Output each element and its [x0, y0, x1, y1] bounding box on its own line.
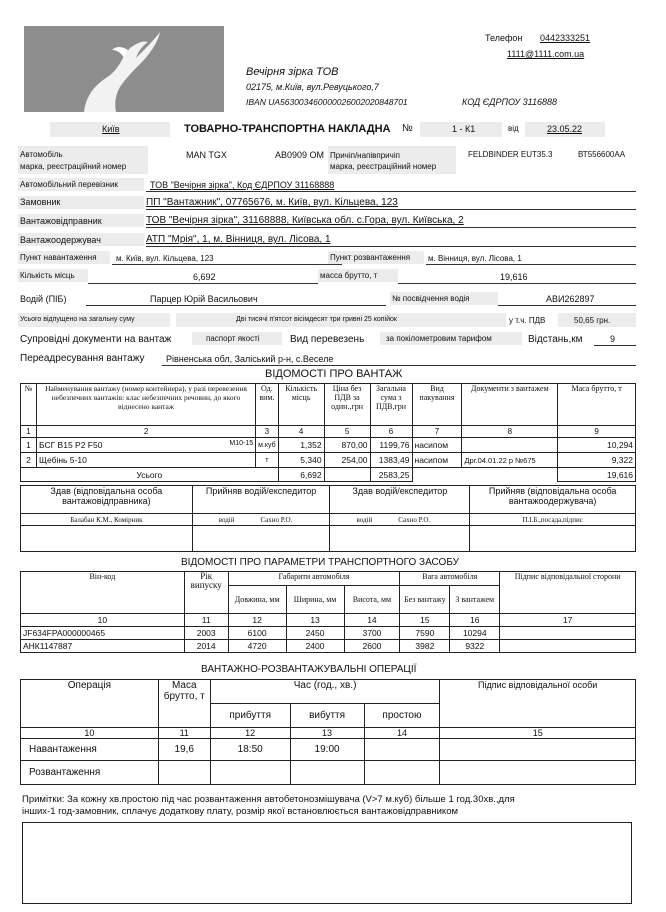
customer-label: Замовник: [20, 197, 61, 207]
carrier-value: ТОВ "Вечірня зірка", Код ЄДРПОУ 31168888: [150, 180, 335, 190]
cell: 1,352: [278, 438, 324, 453]
ops-header: простою: [364, 704, 440, 728]
cell: 1383,49: [370, 453, 412, 468]
cell: т: [256, 453, 279, 468]
transport-label: Вид перевезень: [290, 334, 365, 345]
vat-label: у т.ч. ПДВ: [509, 316, 546, 325]
cargo-header: Кількість місць: [278, 384, 324, 426]
handover-value: П.І.Б.,посада,підпис: [470, 514, 636, 526]
cell: 1: [21, 438, 37, 453]
cell: 2: [21, 453, 37, 468]
gross-label: масса брутто, т: [320, 271, 378, 280]
carrier-label: Автомобільний перевізник: [20, 180, 118, 189]
cell: [462, 438, 558, 453]
ops-header: прибуття: [210, 704, 290, 728]
cell: 18:50: [210, 739, 290, 761]
cell: 19:00: [290, 739, 364, 761]
ops-colnum: 10: [21, 728, 159, 739]
handover-header: Прийняв водій/експедитор: [192, 486, 330, 514]
cell: 3982: [400, 640, 450, 653]
table-row: [21, 438, 636, 453]
vp-colnum: 12: [228, 614, 286, 627]
handover-value: Сахно Р.О.: [260, 515, 293, 524]
cell: 3700: [344, 627, 400, 640]
cell: 2450: [286, 627, 344, 640]
city: Київ: [102, 124, 120, 134]
vp-header: Довжина, мм: [228, 586, 286, 614]
table-row: [21, 739, 636, 761]
vp-header: Ширина, мм: [286, 586, 344, 614]
shipper-label: Вантажовідправник: [20, 216, 102, 226]
table-row: [21, 627, 636, 640]
handover-value: водій: [218, 515, 235, 524]
doc-title: ТОВАРНО-ТРАНСПОРТНА НАКЛАДНА: [184, 123, 391, 135]
cell: 2600: [344, 640, 400, 653]
cell: [210, 761, 290, 785]
trailer-sublabel: марка, реєстраційний номер: [330, 162, 437, 171]
ops-colnum: 12: [210, 728, 290, 739]
vp-colnum: 14: [344, 614, 400, 627]
cell: 10294: [450, 627, 500, 640]
cargo-table: [20, 383, 636, 482]
cell: Розвантаження: [21, 761, 159, 785]
cargo-colnum: 3: [256, 426, 279, 438]
cargo-name: БСГ В15 Р2 F50: [38, 440, 103, 450]
cargo-header: №: [21, 384, 37, 426]
driver-label: Водій (ПІБ): [20, 294, 67, 304]
ops-title: ВАНТАЖНО-РОЗВАНТАЖУВАЛЬНІ ОПЕРАЦІЇ: [201, 664, 417, 675]
vp-header: Вага автомобіля: [400, 572, 500, 586]
company-edrpou: КОД ЄДРПОУ 3116888: [462, 97, 557, 107]
ops-table: [20, 679, 636, 785]
cell: Дрг.04.01.22 р №675: [462, 453, 558, 468]
cell: насипом: [412, 438, 462, 453]
gross-value: 19,616: [500, 272, 528, 282]
cargo-header: Найменування вантажу (номер контейнера), у разі перевезення небезпечних вантажів: клас небезпечних речовин, до якого віднесено вантаж: [36, 384, 255, 426]
handover-value: Сахно Р.О.: [398, 515, 431, 524]
customer-value: ПП "Вантажник", 07765676, м. Київ, вул. Кільцева, 123: [146, 197, 398, 208]
table-row: [21, 761, 636, 785]
unload-point-label: Пункт розвантаження: [330, 253, 411, 262]
trailer-reg: ВТ556600АА: [578, 150, 626, 159]
company-logo: [24, 26, 224, 112]
doc-number: 1 - К1: [452, 124, 476, 134]
handover-value: Балабан К.М., Комірник: [21, 514, 193, 526]
load-point-value: м. Київ, вул. Кільцева, 123: [116, 254, 214, 263]
trailer-label: Причіп/напівпричіп: [330, 151, 400, 160]
email-link[interactable]: 1111@1111.com.ua: [507, 49, 585, 59]
vehicle-params-title: ВІДОМОСТІ ПРО ПАРАМЕТРИ ТРАНСПОРТНОГО ЗАСОБУ: [181, 557, 460, 568]
cargo-total-mass: 19,616: [558, 468, 636, 482]
cargo-header: Вид пакування: [412, 384, 462, 426]
cargo-section-title: ВІДОМОСТІ ПРО ВАНТАЖ: [265, 368, 403, 380]
ops-header: Операція: [21, 680, 159, 728]
cell: 9322: [450, 640, 500, 653]
cell: АНК1147887: [21, 640, 185, 653]
driver-name: Парцер Юрій Васильович: [150, 294, 258, 304]
cargo-colnum: 7: [412, 426, 462, 438]
cargo-colnum: 9: [558, 426, 636, 438]
cargo-name: Щебінь 5-10: [38, 455, 87, 465]
vehicle-label: Автомобіль: [20, 150, 63, 159]
vp-header: Він-код: [21, 572, 185, 614]
cargo-colnum: 6: [370, 426, 412, 438]
cell: 870,00: [324, 438, 370, 453]
distance-label: Відстань,км: [528, 334, 583, 345]
cell: 9,322: [558, 453, 636, 468]
places-value: 6,692: [193, 272, 216, 282]
vp-header: Підпис відповідальної сторони: [500, 572, 636, 614]
notes-line-2: інших-1 год-замовник, сплачує додаткову плату, розмір якої встановлюється вантажовідправником: [22, 806, 459, 817]
handover-table: [20, 485, 636, 552]
handover-header: Здав водій/експедитор: [330, 486, 470, 514]
cargo-colnum: 5: [324, 426, 370, 438]
cell: насипом: [412, 453, 462, 468]
notes-box[interactable]: [22, 822, 632, 904]
phone-value: 0442333251: [540, 33, 591, 43]
handover-value: водій: [356, 515, 373, 524]
handover-header: Здав (відповідальна особа вантажовідправника): [21, 486, 193, 514]
notes-line-1: Примітки: За кожну хв.простою під час розвантаження автобетонозмішувача (V>7 м.куб) більше 1 год.30хв.,для: [22, 794, 515, 805]
total-words: Дві тисячі п'ятсот вісімдесят три гривні 25 копійок: [236, 316, 397, 323]
vehicle-reg: АВ0909 ОМ: [275, 150, 325, 160]
cell: м.куб: [256, 438, 279, 453]
consignee-value: АТП "Мрія", 1, м. Вінниця, вул. Лісова, 1: [146, 234, 331, 245]
cell: 4720: [228, 640, 286, 653]
cargo-total-sum: 2583,25: [370, 468, 412, 482]
ops-header: Підпис відповідальної особи: [440, 680, 636, 728]
cell: 254,00: [324, 453, 370, 468]
vp-header: Висота, мм: [344, 586, 400, 614]
cargo-header: Загальна сума з ПДВ,грн: [370, 384, 412, 426]
vp-header: Габарити автомобіля: [228, 572, 400, 586]
cell: [158, 761, 210, 785]
cell: 10,294: [558, 438, 636, 453]
ops-colnum: 15: [440, 728, 636, 739]
cargo-total-qty: 6,692: [278, 468, 324, 482]
ops-header: Маса брутто, т: [158, 680, 210, 728]
cell: 2400: [286, 640, 344, 653]
vp-colnum: 15: [400, 614, 450, 627]
cell: [364, 739, 440, 761]
number-label: №: [402, 123, 413, 134]
transport-value: за покілометровим тарифом: [386, 334, 492, 343]
docs-value: паспорт якості: [206, 334, 260, 343]
redirect-value: Рівненська обл, Заліський р-н, с.Веселе: [166, 354, 334, 364]
company-address: 02175, м.Київ, вул.Ревуцького,7: [246, 82, 379, 92]
vehicle-brand: MAN TGX: [186, 150, 227, 160]
vp-header: Без вантажу: [400, 586, 450, 614]
cell: 1199,76: [370, 438, 412, 453]
company-name: Вечірня зірка ТОВ: [246, 66, 339, 78]
cargo-header: Документи з вантажем: [462, 384, 558, 426]
cargo-header: Од. вим.: [256, 384, 279, 426]
cargo-code: М10-15: [229, 440, 254, 447]
total-row: [21, 468, 636, 482]
cell: Навантаження: [21, 739, 159, 761]
table-row: [21, 453, 636, 468]
phone-label: Телефон: [485, 33, 523, 43]
cell: [364, 761, 440, 785]
vehicle-params-table: [20, 571, 636, 653]
consignee-label: Вантажоодержувач: [20, 235, 101, 245]
table-row: [21, 640, 636, 653]
cargo-colnum: 1: [21, 426, 37, 438]
cargo-header: Маса брутто, т: [558, 384, 636, 426]
ops-colnum: 11: [158, 728, 210, 739]
redirect-label: Переадресування вантажу: [20, 353, 145, 364]
cargo-header: Ціна без ПДВ за один.,грн: [324, 384, 370, 426]
cell: 5,340: [278, 453, 324, 468]
ops-header: Час (год., хв.): [210, 680, 440, 704]
vp-header: З вантажем: [450, 586, 500, 614]
trailer-brand: FELDBINDER EUT35.3: [468, 150, 553, 159]
cargo-total-label: Усього: [21, 468, 279, 482]
load-point-label: Пункт навантаження: [20, 253, 97, 262]
dove-hand-image: [24, 26, 224, 112]
vp-colnum: 10: [21, 614, 185, 627]
places-label: Кількість місць: [20, 271, 75, 280]
cargo-colnum: 2: [36, 426, 255, 438]
cargo-colnum: 8: [462, 426, 558, 438]
date-label: від: [508, 124, 519, 133]
cell: 6100: [228, 627, 286, 640]
vehicle-sublabel: марка, реєстраційний номер: [20, 162, 127, 171]
ops-colnum: 13: [290, 728, 364, 739]
unload-point-value: м. Вінниця, вул. Лісова, 1: [428, 254, 522, 263]
cell: JF634FPA000000465: [21, 627, 185, 640]
doc-date: 23.05.22: [547, 124, 583, 134]
distance-value: 9: [610, 334, 616, 344]
cell: 2003: [184, 627, 228, 640]
cell: 7590: [400, 627, 450, 640]
cargo-colnum: 4: [278, 426, 324, 438]
cell: 19,6: [158, 739, 210, 761]
vp-colnum: 13: [286, 614, 344, 627]
ops-header: вибуття: [290, 704, 364, 728]
shipper-value: ТОВ "Вечірня зірка", 31168888, Київська обл. с.Гора, вул. Київська, 2: [146, 215, 464, 226]
docs-label: Супровідні документи на вантаж: [20, 334, 172, 345]
license-label: № посвідчення водія: [392, 294, 470, 303]
vp-colnum: 17: [500, 614, 636, 627]
vp-colnum: 16: [450, 614, 500, 627]
handover-header: Прийняв (відповідальна особа вантажоодержувача): [470, 486, 636, 514]
vp-colnum: 11: [184, 614, 228, 627]
company-iban: IBAN UA563003460000026002020848701: [246, 97, 408, 107]
vp-header: Рік випуску: [184, 572, 228, 614]
cell: 2014: [184, 640, 228, 653]
total-label: Усього відпущено на загальну суму: [20, 316, 135, 323]
cell: [290, 761, 364, 785]
vat-value: 50,65 грн.: [574, 316, 611, 325]
license-value: АВИ262897: [546, 294, 595, 304]
ops-colnum: 14: [364, 728, 440, 739]
